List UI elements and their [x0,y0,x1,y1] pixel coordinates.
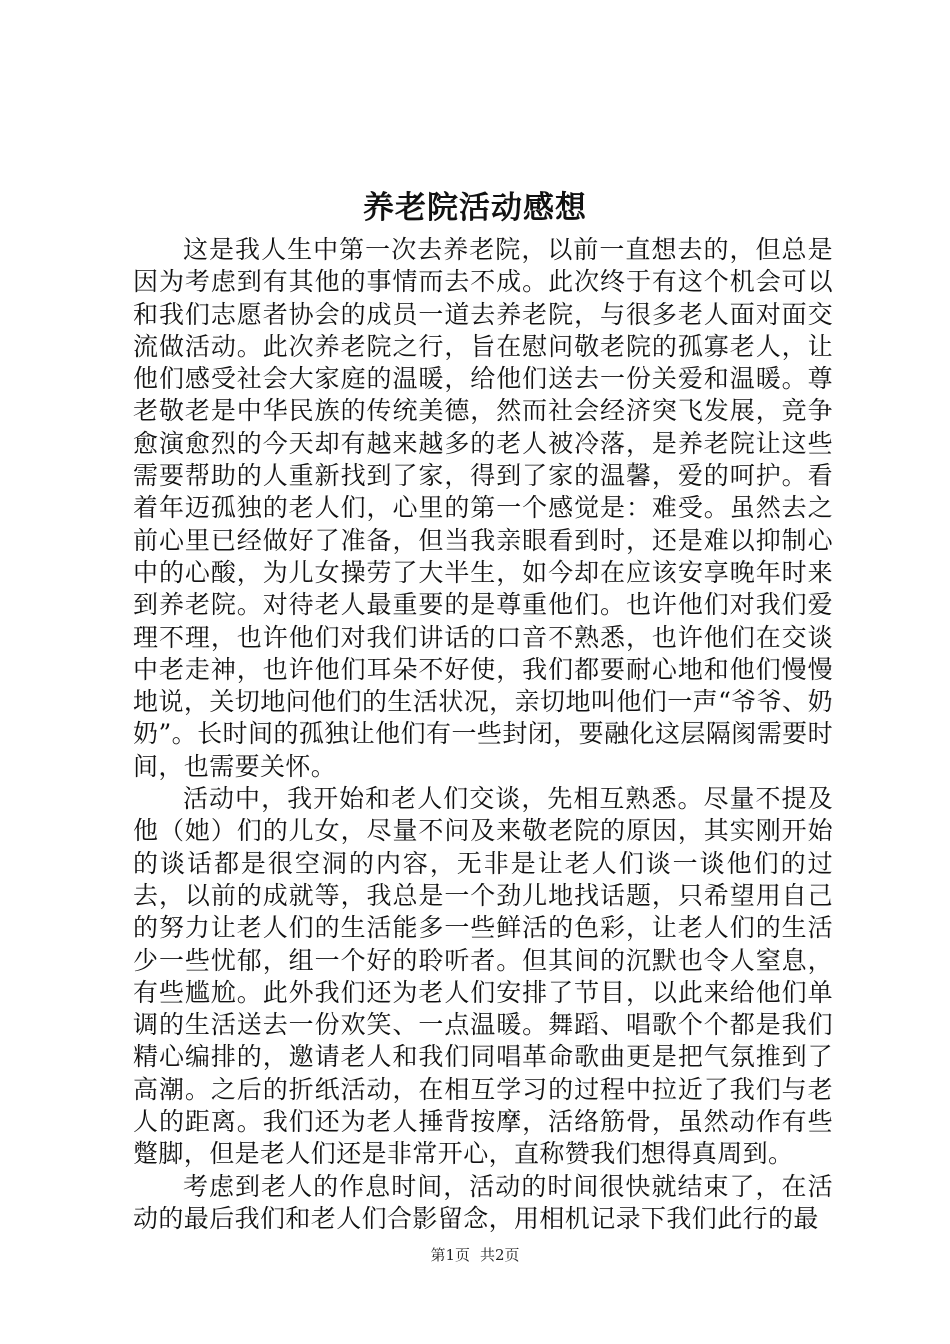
document-title: 养老院活动感想 [363,190,587,226]
document-body [133,234,833,1235]
paragraph-1: 这是我人生中第一次去养老院，以前一直想去的，但总是因为考虑到有其他的事情而去不成。此次终于有这个机会可以和我们志愿者协会的成员一道去养老院，与很多老人面对面交流做活动。此次养老院之行，旨在慰问敬老院的孤寡老人，让他们感受社会大家庭的温暖，给他们送去一份关爱和温暖。尊老敬老是中华民族的传统美德，然而社会经济突飞发展，竞争愈演愈烈的今天却有越来越多的老人被冷落，是养老院让这些需要帮助的人重新找到了家，得到了家的温馨，爱的呵护。看着年迈孤独的老人们，心里的第一个感觉是：难受。虽然去之前心里已经做好了准备，但当我亲眼看到时，还是难以抑制心中的心酸，为儿女操劳了大半生，如今却在应该安享晚年时来到养老院。对待老人最重要的是尊重他们。也许他们对我们爱理不理，也许他们对我们讲话的口音不熟悉，也许他们在交谈中老走神，也许他们耳朵不好使，我们都要耐心地和他们慢慢地说，关切地问他们的生活状况，亲切地叫他们一声“爷爷、奶奶”。长时间的孤独让他们有一些封闭，要融化这层隔阂需要时间，也需要关怀。 [133,235,833,781]
paragraph-2: 活动中，我开始和老人们交谈，先相互熟悉。尽量不提及他（她）们的儿女，尽量不问及来敬老院的原因，其实刚开始的谈话都是很空洞的内容，无非是让老人们谈一谈他们的过去，以前的成就等，我总是一个劲儿地找话题，只希望用自己的努力让老人们的生活能多一些鲜活的色彩，让老人们的生活少一些忧郁，组一个好的聆听者。但其间的沉默也令人窒息，有些尴尬。此外我们还为老人们安排了节目，以此来给他们单调的生活送去一份欢笑、一点温暖。舞蹈、唱歌个个都是我们精心编排的，邀请老人和我们同唱革命歌曲更是把气氛推到了高潮。之后的折纸活动，在相互学习的过程中拉近了我们与老人的距离。我们还为老人捶背按摩，活络筋骨，虽然动作有些蹩脚，但是老人们还是非常开心，直称赞我们想得真周到。 [133,784,833,1169]
paragraph-3: 考虑到老人的作息时间，活动的时间很快就结束了，在活动的最后我们和老人们合影留念，用相机记录下我们此行的最 [133,1171,833,1233]
page-footer [0,1245,950,1265]
page-number-current: 第1页 [430,1246,470,1264]
page-number-total: 共2页 [480,1246,520,1264]
